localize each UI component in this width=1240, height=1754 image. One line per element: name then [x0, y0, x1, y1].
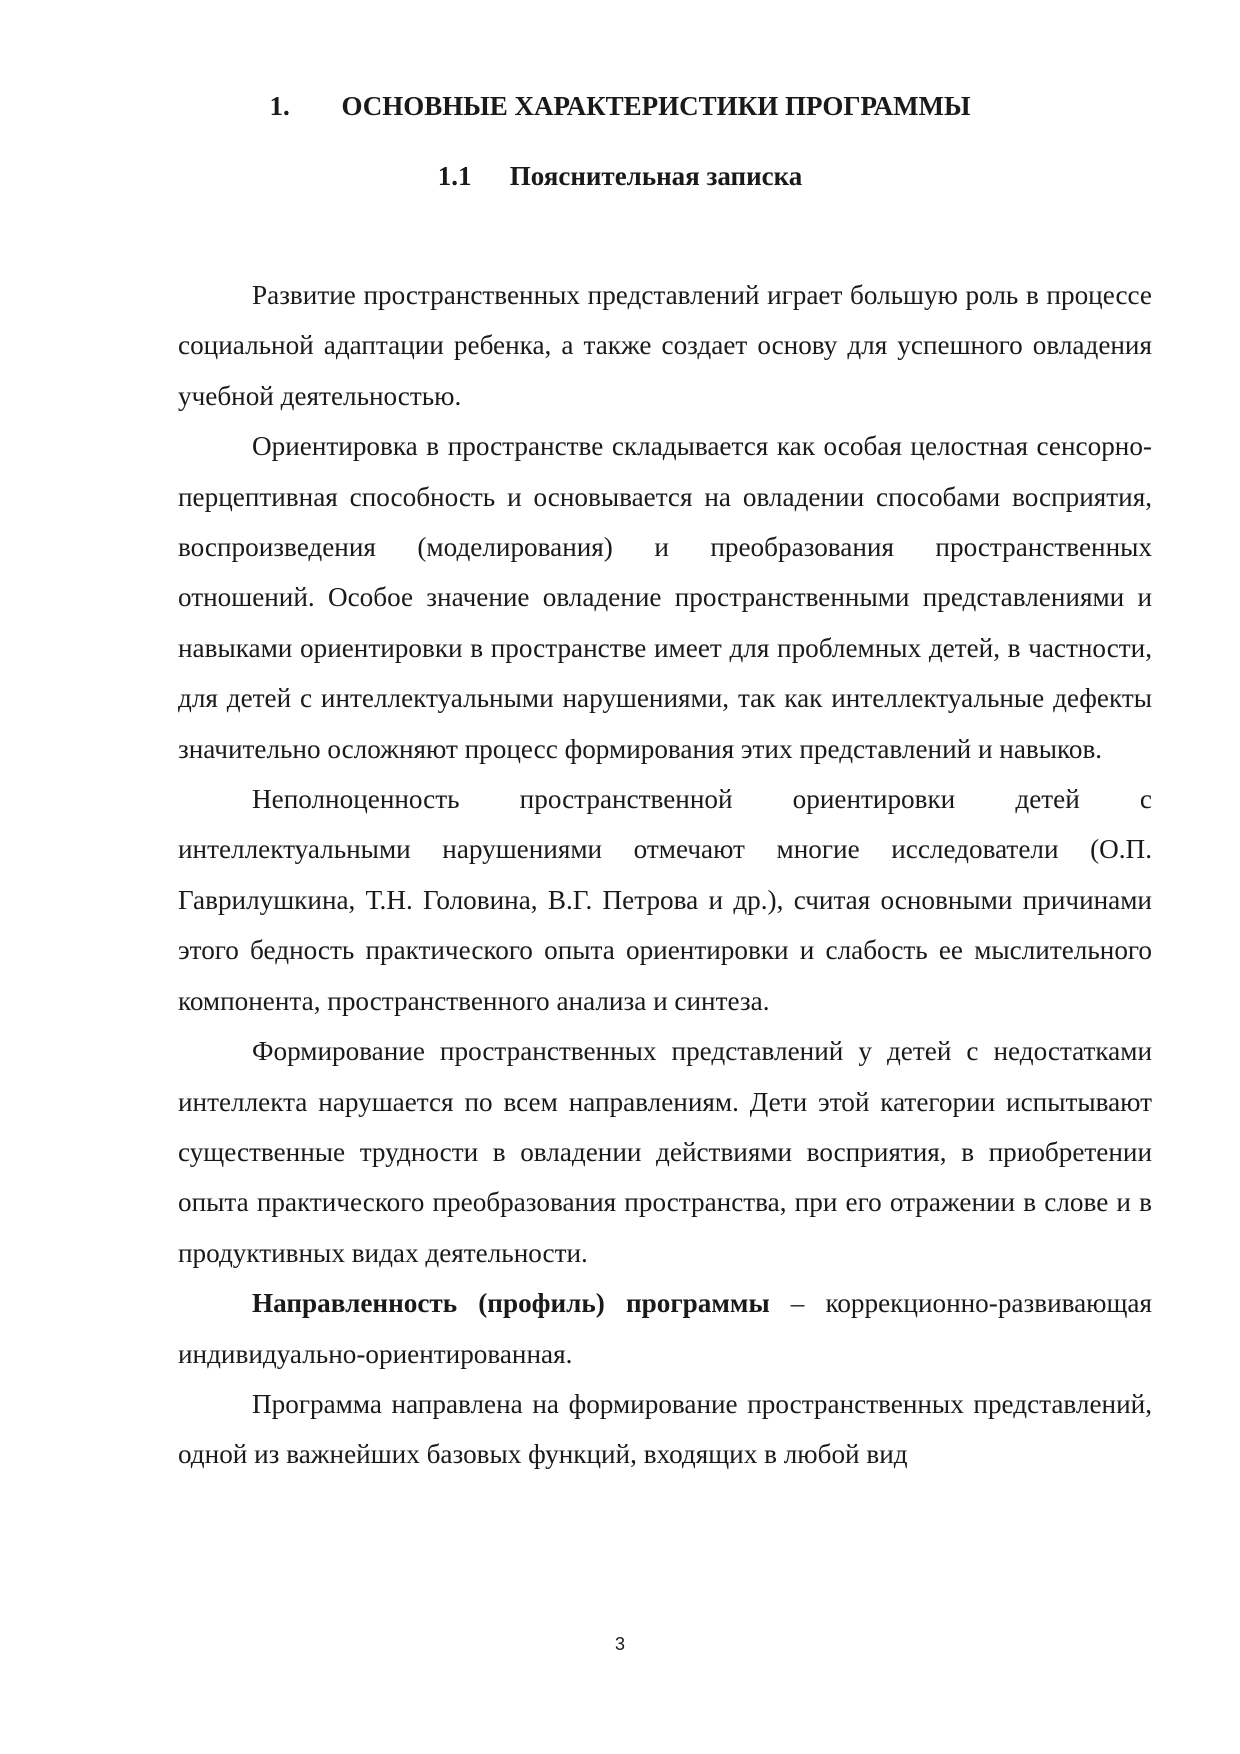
section-number: 1.	[269, 91, 290, 121]
paragraph: Неполноценность пространственной ориентировки детей с интеллектуальными нарушениями отмечают многие исследователи (О.П. Гаврилушкина, Т.Н. Головина, В.Г. Петрова и др.), считая основными причинами этого бедность практического опыта ориентировки и слабость ее мыслительного компонента, пространственного анализа и синтеза.	[178, 784, 1152, 1016]
focus-paragraph	[178, 1278, 1152, 1379]
subsection-title: Пояснительная записка	[509, 161, 803, 191]
page-number: 3	[614, 1634, 625, 1654]
body-text	[178, 270, 1152, 1480]
section-heading	[0, 86, 1240, 126]
paragraph: Формирование пространственных представлений у детей с недостатками интеллекта нарушается по всем направлениям. Дети этой категории испытывают существенные трудности в овладении действиями восприятия, в приобретении опыта практического преобразования пространства, при его отражении в слове и в продуктивных видах деятельности.	[178, 1036, 1152, 1268]
focus-text: – коррекционно-развивающая индивидуально-ориентированная.	[178, 1288, 1152, 1369]
section-title: ОСНОВНЫЕ ХАРАКТЕРИСТИКИ ПРОГРАММЫ	[341, 91, 971, 121]
paragraph: Программа направлена на формирование пространственных представлений, одной из важнейших базовых функций, входящих в любой вид	[178, 1388, 1152, 1470]
focus-label: Направленность (профиль) программы	[252, 1288, 770, 1319]
subsection-number: 1.1	[437, 161, 472, 191]
subsection-heading	[0, 156, 1240, 196]
paragraph: Развитие пространственных представлений играет большую роль в процессе социальной адаптации ребенка, а также создает основу для успешного овладения учебной деятельностью.	[178, 280, 1152, 411]
paragraph: Ориентировка в пространстве складывается как особая целостная сенсорно-перцептивная способность и основывается на овладении способами восприятия, воспроизведения (моделирования) и преобразования пространственных отношений. Особое значение овладение пространственными представлениями и навыками ориентировки в пространстве имеет для проблемных детей, в частности, для детей с интеллектуальными нарушениями, так как интеллектуальные дефекты значительно осложняют процесс формирования этих представлений и навыков.	[178, 431, 1152, 764]
